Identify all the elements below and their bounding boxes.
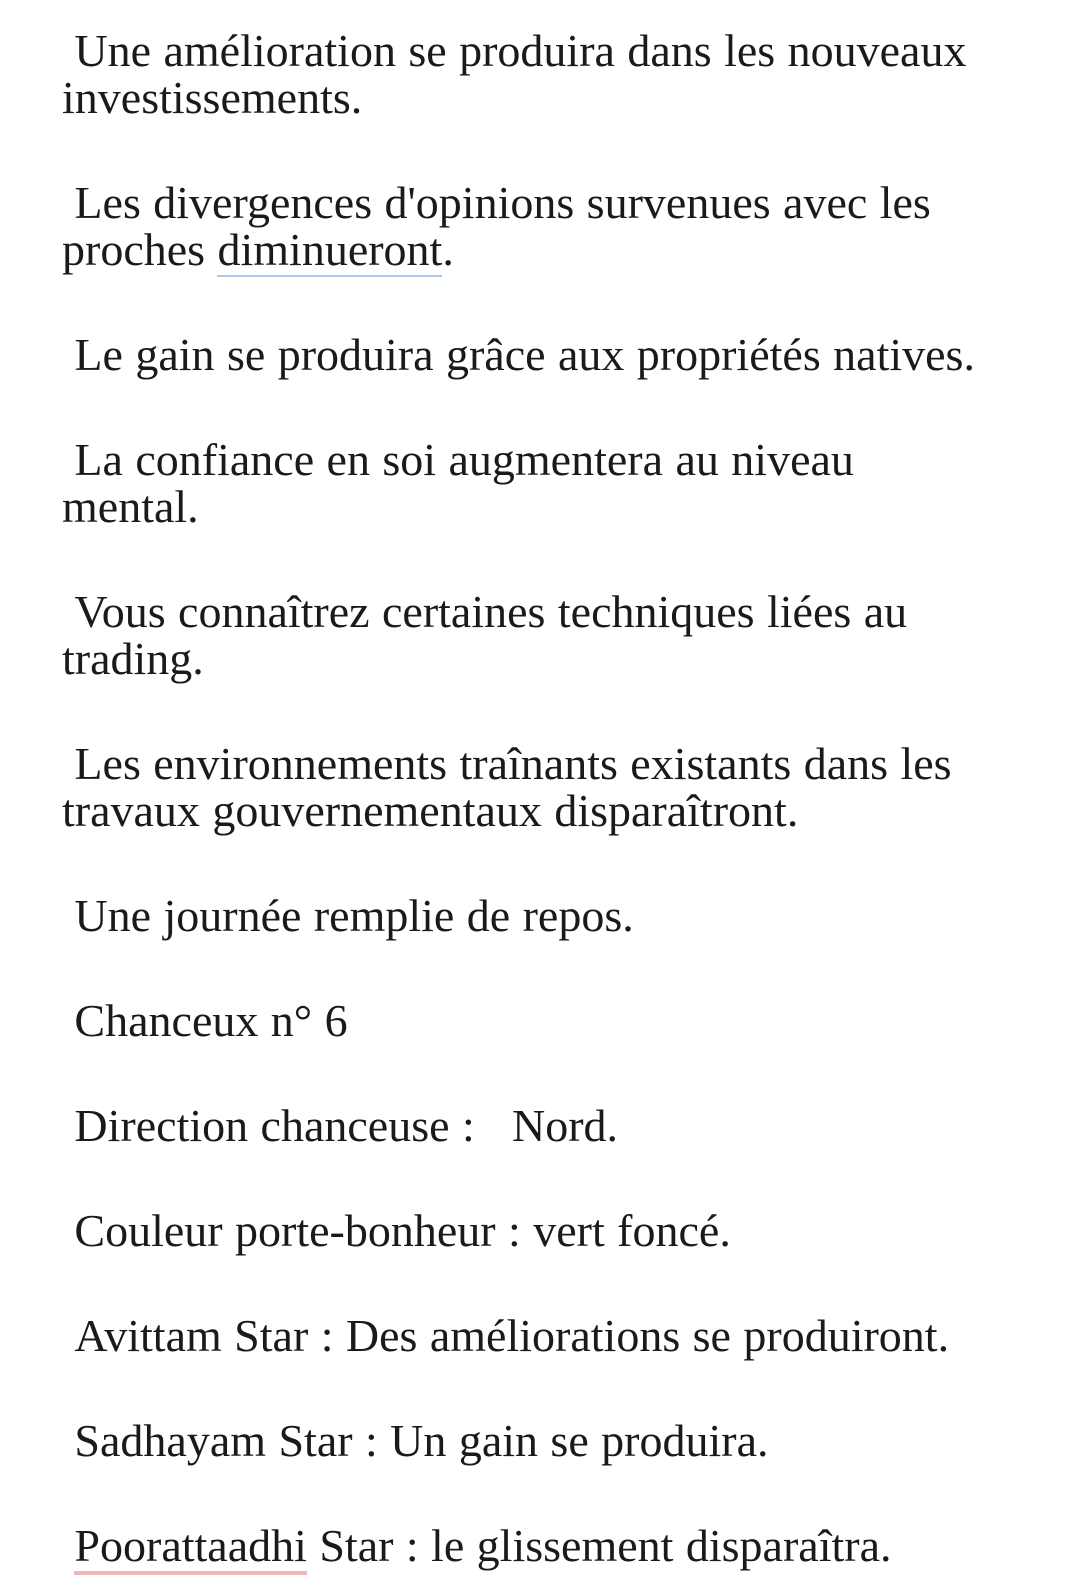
paragraph bbox=[62, 997, 997, 1044]
paragraph bbox=[62, 436, 997, 530]
paragraph bbox=[62, 27, 997, 121]
text-run: Le gain se produira grâce aux propriétés natives. bbox=[62, 329, 975, 380]
paragraph bbox=[62, 331, 997, 378]
text-run: Les divergences d'opinions survenues avec les proches bbox=[62, 177, 944, 275]
paragraph bbox=[62, 179, 997, 273]
paragraph bbox=[62, 1417, 997, 1464]
spellcheck-word-poorattaadhi[interactable]: Poorattaadhi bbox=[74, 1520, 307, 1575]
paragraph bbox=[62, 1312, 997, 1359]
text-run: Star : le glissement disparaîtra. bbox=[306, 1520, 892, 1571]
paragraph bbox=[62, 740, 997, 834]
text-run: La confiance en soi augmentera au niveau mental. bbox=[62, 434, 867, 532]
text-run bbox=[62, 1520, 74, 1571]
text-run: . bbox=[442, 224, 454, 275]
text-run: Avittam Star : Des améliorations se produiront. bbox=[62, 1310, 950, 1361]
paragraph bbox=[62, 1102, 997, 1149]
paragraph bbox=[62, 1207, 997, 1254]
text-run: Couleur porte-bonheur : vert foncé. bbox=[62, 1205, 731, 1256]
text-run: Les environnements traînants existants dans les travaux gouvernementaux disparaîtront. bbox=[62, 738, 964, 836]
text-run: Chanceux n° 6 bbox=[62, 995, 348, 1046]
text-run: Une amélioration se produira dans les nouveaux investissements. bbox=[62, 25, 979, 123]
text-run: Une journée remplie de repos. bbox=[62, 890, 634, 941]
text-run: Sadhayam Star : Un gain se produira. bbox=[62, 1415, 769, 1466]
text-run: Direction chanceuse : Nord. bbox=[62, 1100, 619, 1151]
paragraph bbox=[62, 588, 997, 682]
paragraph bbox=[62, 1522, 997, 1569]
spellcheck-word-diminueront[interactable]: diminueront bbox=[217, 224, 443, 275]
text-run: Vous connaîtrez certaines techniques liées au trading. bbox=[62, 586, 920, 684]
paragraph bbox=[62, 892, 997, 939]
